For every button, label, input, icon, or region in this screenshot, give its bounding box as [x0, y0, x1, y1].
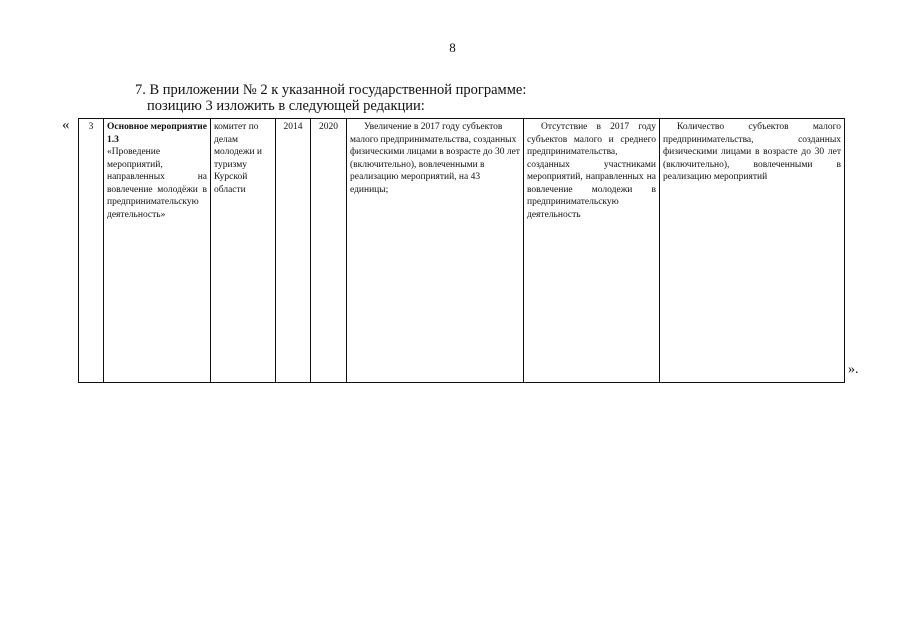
year-end: 2020	[319, 122, 338, 132]
page-number: 8	[449, 40, 456, 55]
amendment-heading: 7. В приложении № 2 к указанной государственной программе:	[135, 82, 527, 98]
expected-result: Увеличение в 2017 году субъектов малого предпринимательства, созданных физическими лицами в возрасте до 30 лет (включительно), вовлеченными в реализацию мероприятий, на 43 единицы;	[350, 122, 520, 195]
executor-cell	[211, 119, 276, 383]
program-table	[78, 118, 845, 383]
amendment-subheading: позицию 3 изложить в следующей редакции:	[147, 98, 425, 114]
consequences: Отсутствие в 2017 году субъектов малого и среднего предпринимательства, созданных участниками мероприятий, направленных на вовлечение молодежи в предпринимательскую деятельность	[527, 122, 656, 220]
executor: комитет по делам молодежи и туризму Курской области	[214, 122, 263, 195]
indicator: Количество субъектов малого предпринимательства, созданных физическими лицами в возрасте до 30 лет (включительно), вовлеченными в реализацию мероприятий	[663, 122, 841, 182]
expected-result-cell	[347, 119, 524, 383]
measure-cell	[104, 119, 211, 383]
table-row	[79, 119, 845, 383]
measure-title: Основное мероприятие 1.3	[107, 122, 207, 145]
consequences-cell	[524, 119, 660, 383]
closing-quote: ».	[848, 362, 859, 377]
row-number: 3	[88, 122, 94, 132]
row-number-cell	[79, 119, 104, 383]
indicator-cell	[660, 119, 845, 383]
year-start-cell	[276, 119, 311, 383]
year-start: 2014	[283, 122, 303, 132]
measure-text: «Проведение мероприятий, направленных на вовлечение молодёжи в предпринимательскую деятельность»	[107, 147, 207, 220]
year-end-cell	[311, 119, 347, 383]
opening-quote: «	[62, 117, 70, 133]
